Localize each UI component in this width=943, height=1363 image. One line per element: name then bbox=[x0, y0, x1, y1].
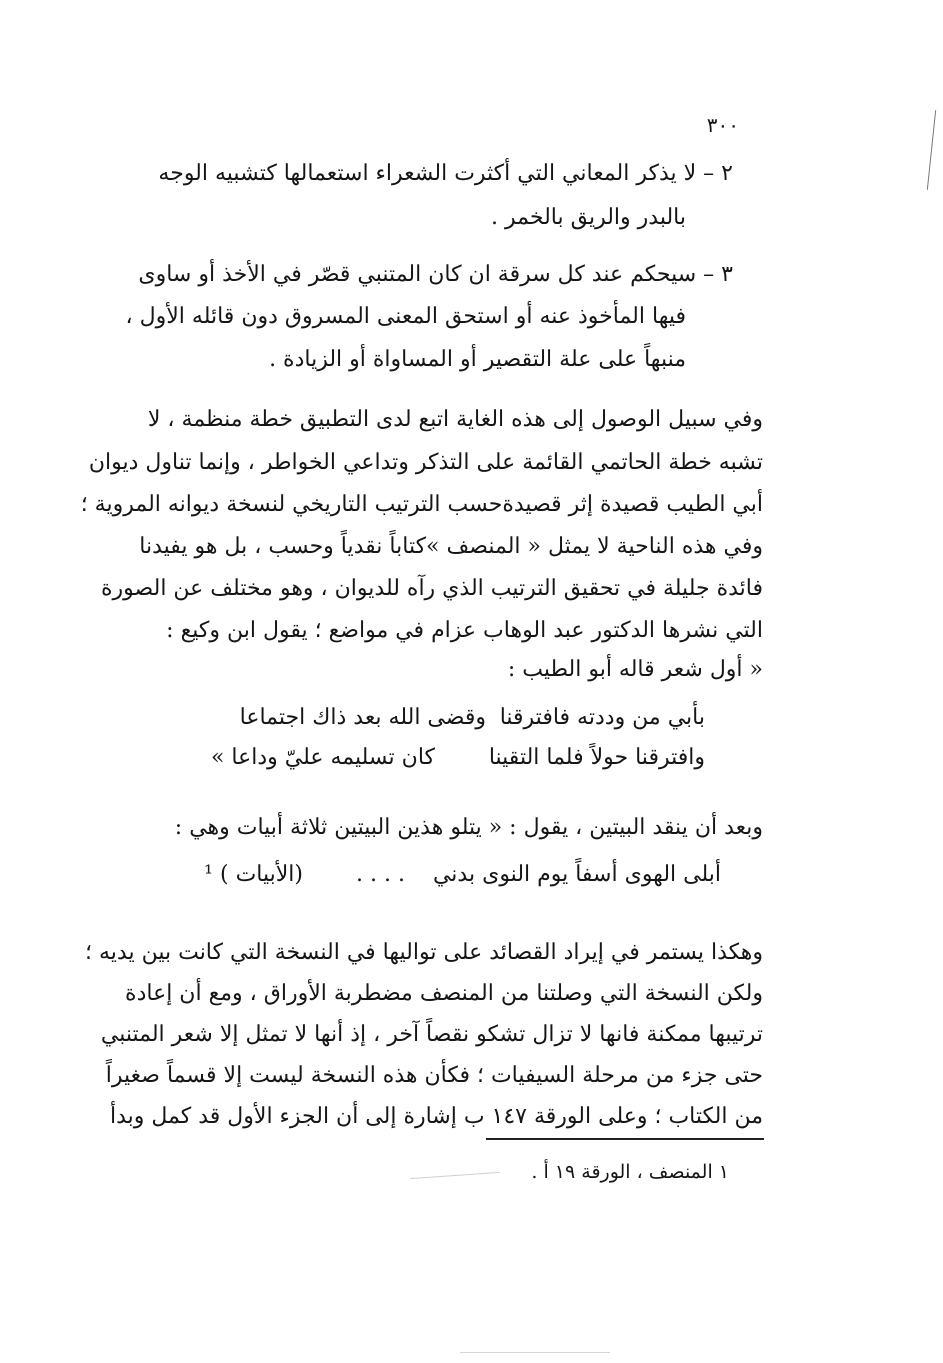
numbered-item-3-line-1: ٣ – سيحكم عند كل سرقة ان كان المتنبي قصّر في الأخذ أو ساوى bbox=[138, 262, 733, 287]
verse-3-ellipsis: . . . . bbox=[356, 862, 405, 887]
paragraph-1-line-6: التي نشرها الدكتور عبد الوهاب عزام في مواضع ؛ يقول ابن وكيع : bbox=[166, 618, 763, 643]
scan-mark bbox=[460, 1352, 610, 1353]
paragraph-1-line-5: فائدة جليلة في تحقيق الترتيب الذي رآه للديوان ، وهو مختلف عن الصورة bbox=[101, 576, 763, 601]
verse-3-footnote-ref: (الأبيات ) ¹ bbox=[204, 862, 303, 887]
paragraph-1-line-7: « أول شعر قاله أبو الطيب : bbox=[507, 657, 763, 682]
paragraph-1-line-1: وفي سبيل الوصول إلى هذه الغاية اتبع لدى التطبيق خطة منظمة ، لا bbox=[147, 407, 763, 432]
transition-line: وبعد أن ينقد البيتين ، يقول : « يتلو هذين البيتين ثلاثة أبيات وهي : bbox=[174, 815, 763, 840]
numbered-item-3-line-2: فيها المأخوذ عنه أو استحق المعنى المسروق دون قائله الأول ، bbox=[125, 304, 686, 329]
page-number: ٣٠٠ bbox=[706, 113, 739, 137]
paragraph-2-line-3: ترتيبها ممكنة فانها لا تزال تشكو نقصاً آخر ، إذ أنها لا تمثل إلا شعر المتنبي bbox=[100, 1022, 763, 1047]
verse-2-hemistich-1: وافترقنا حولاً فلما التقينا bbox=[488, 745, 705, 770]
numbered-item-2-line-1: ٢ – لا يذكر المعاني التي أكثرت الشعراء استعمالها كتشبيه الوجه bbox=[158, 161, 733, 186]
paragraph-2-line-4: حتى جزء من مرحلة السيفيات ؛ فكأن هذه النسخة ليست إلا قسماً صغيراً bbox=[105, 1063, 763, 1088]
paragraph-1-line-4: وفي هذه الناحية لا يمثل « المنصف »كتاباً نقدياً وحسب ، بل هو يفيدنا bbox=[139, 534, 763, 559]
paragraph-1-line-2: تشبه خطة الحاتمي القائمة على التذكر وتداعي الخواطر ، وإنما تناول ديوان bbox=[88, 450, 763, 475]
scan-mark bbox=[927, 110, 936, 190]
verse-1-hemistich-2: وقضى الله بعد ذاك اجتماعا bbox=[239, 705, 486, 730]
paragraph-1-line-3: أبي الطيب قصيدة إثر قصيدةحسب الترتيب التاريخي لنسخة ديوانه المروية ؛ bbox=[80, 492, 763, 517]
paragraph-2-line-2: ولكن النسخة التي وصلتنا من المنصف مضطربة الأوراق ، ومع أن إعادة bbox=[125, 981, 763, 1006]
verse-1-hemistich-1: بأبي من وددته فافترقنا bbox=[499, 705, 705, 730]
footnote-rule bbox=[486, 1138, 764, 1140]
paragraph-2-line-5: من الكتاب ؛ وعلى الورقة ١٤٧ ب إشارة إلى أن الجزء الأول قد كمل وبدأ bbox=[109, 1104, 763, 1129]
verse-2-hemistich-2: كان تسليمه عليّ وداعا » bbox=[210, 745, 435, 770]
footnote: ١ المنصف ، الورقة ١٩ أ . bbox=[531, 1161, 729, 1183]
verse-3-hemistich-1: أبلى الهوى أسفاً يوم النوى بدني bbox=[432, 862, 721, 887]
numbered-item-3-line-3: منبهاً على علة التقصير أو المساواة أو الزيادة . bbox=[269, 347, 686, 372]
paragraph-2-line-1: وهكذا يستمر في إيراد القصائد على تواليها في النسخة التي كانت بين يديه ؛ bbox=[85, 940, 763, 965]
scan-mark bbox=[410, 1172, 500, 1179]
numbered-item-2-line-2: بالبدر والريق بالخمر . bbox=[491, 205, 686, 230]
